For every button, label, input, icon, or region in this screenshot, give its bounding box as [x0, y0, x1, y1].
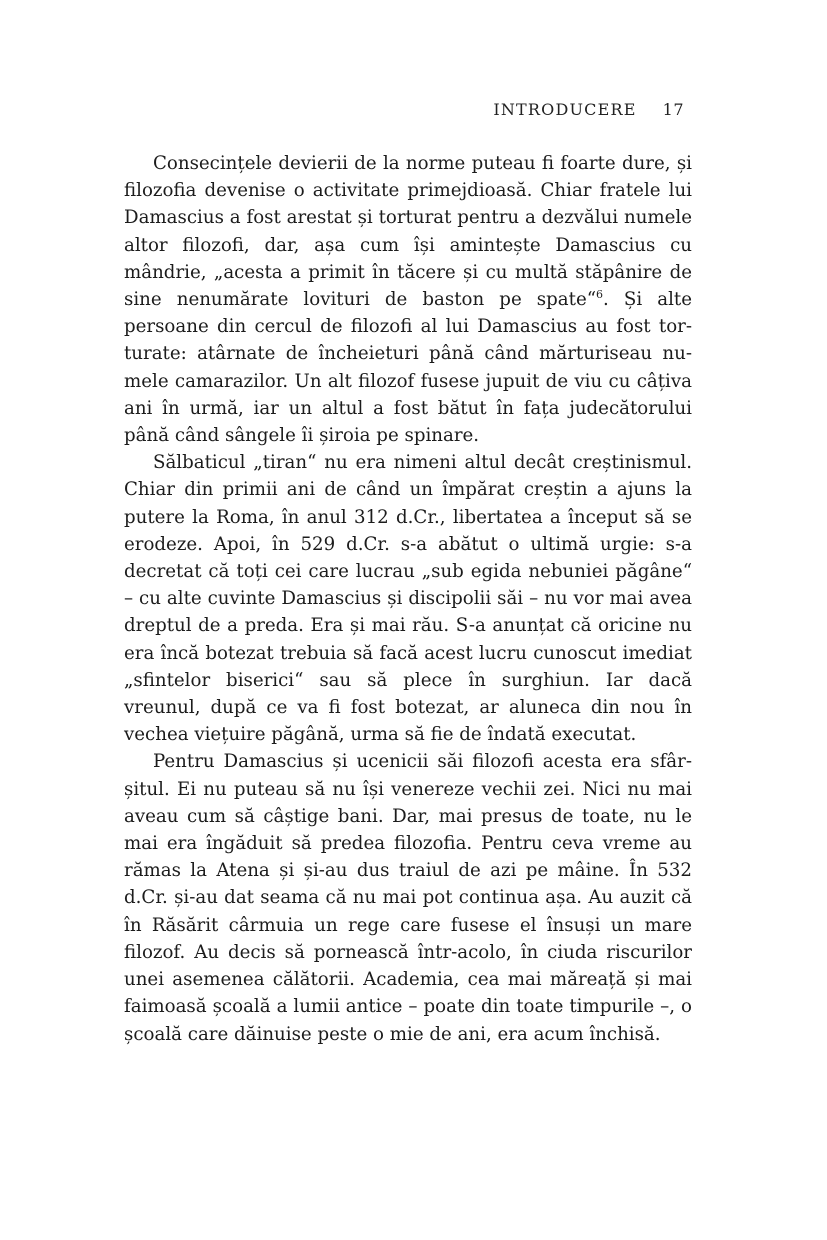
paragraph-1-text-a: Consecințele devierii de la norme puteau fi foarte dure, și filozofia devenise o activitate primejdioasă. Chiar fratele lui Damascius a fost arestat și torturat pentru a dezvălui numele altor filozofi, dar, așa cum își amintește Damascius cu mândrie, „acesta a primit în tăcere și cu multă stăpânire de sine nenumărate lovituri de baston pe spate“ [124, 153, 692, 311]
paragraph-3: Pentru Damascius și ucenicii săi filozofi acesta era sfârșitul. Ei nu puteau să nu își venereze vechii zei. Nici nu mai aveau cum să câștige bani. Dar, mai presus de toate, nu le mai era îngăduit să predea filozofia. Pentru ceva vreme au rămas la Atena și și-au dus traiul de azi pe mâine. În 532 d.Cr. și-au dat seama că nu mai pot continua așa. Au auzit că în Răsărit cârmuia un rege care fusese el însuși un mare filozof. Au decis să pornească într-acolo, în ciuda riscurilor unei asemenea călătorii. Academia, cea mai măreață și mai faimoasă școală a lumii antice – poate din toate timpurile –, o școală care dăinuise peste o mie de ani, era acum închisă. [124, 751, 692, 1045]
paragraph-1 [124, 150, 692, 449]
paragraph-1-text-b: . Și alte persoane din cercul de filozofi al lui Damascius au fost torturate: atârnate de încheieturi până când mărturiseau numele camarazilor. Un alt filozof fusese jupuit de viu cu câțiva ani în urmă, iar un altul a fost bătut în fața judecătorului până când sângele îi șiroia pe spinare. [124, 289, 692, 447]
paragraph-2: Sălbaticul „tiran“ nu era nimeni altul decât creștinismul. Chiar din primii ani de când un împărat creștin a ajuns la putere la Roma, în anul 312 d.Cr., libertatea a început să se erodeze. Apoi, în 529 d.Cr. s-a abătut o ultimă urgie: s-a decretat că toți cei care lucrau „sub egida nebuniei păgâne“ – cu alte cuvinte Damascius și discipolii săi – nu vor mai avea dreptul de a preda. Era și mai rău. S-a anunțat că oricine nu era încă botezat trebuia să facă acest lucru cunoscut imediat „sfintelor biserici“ sau să plece în surghiun. Iar dacă vreunul, după ce va fi fost botezat, ar aluneca din nou în vechea viețuire păgână, urma să fie de îndată executat. [124, 452, 692, 746]
footnote-reference: 6 [596, 288, 603, 302]
page-number: 17 [662, 100, 684, 119]
running-head [493, 100, 684, 119]
body-text [124, 150, 692, 1048]
section-title: INTRODUCERE [493, 100, 637, 119]
